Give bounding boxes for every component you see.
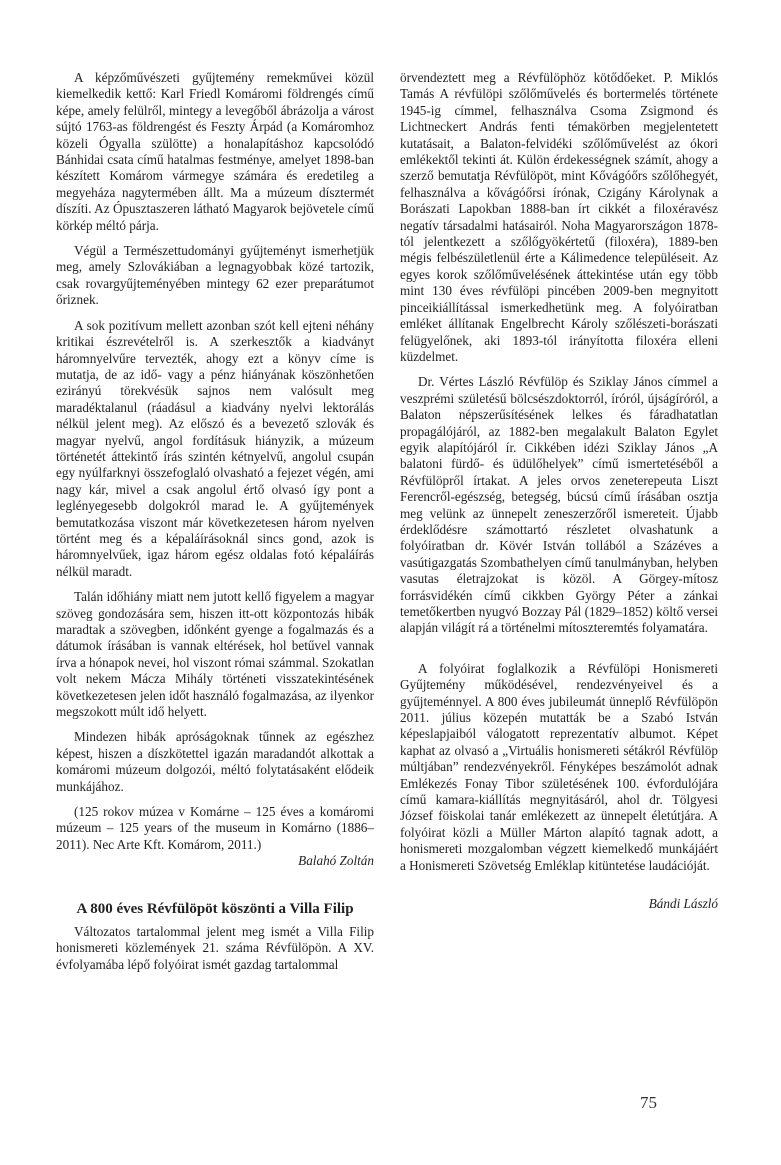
page-number: 75 <box>640 1093 657 1112</box>
left-column <box>56 70 374 973</box>
section-title: A 800 éves Révfülöpöt köszönti a Villa Filip <box>76 900 354 917</box>
paragraph-citation: (125 rokov múzea v Komárne – 125 éves a komáromi múzeum – 125 years of the museum in Komárno (1886–2011). Nec Arte Kft. Komárom, 2011.) <box>56 804 374 852</box>
paragraph-natural-history: Végül a Természettudományi gyűjteményt ismerhetjük meg, amely Szlovákiában a legnagyobbak közé tartozik, csak rovargyűjteményében mintegy 62 ezer preparátumot őriznek. <box>56 243 374 308</box>
signature-bandi: Bándi László <box>648 896 718 912</box>
paragraph-conclusion: Mindezen hibák apróságoknak tűnnek az egészhez képest, hiszen a díszkötettel igazán maradandót alkottak a komáromi múzeum dolgozói, méltó folytatásaként elődeik munkájához. <box>56 729 374 794</box>
paragraph-villa-filip-intro: Változatos tartalommal jelent meg ismét a Villa Filip honismereti közlemények 21. száma Révfülöpön. A XV. évfolyamába lépő folyóirat ismét gazdag tartalommal <box>56 923 374 972</box>
paragraph-viticulture: örvendeztett meg a Révfülöphöz kötődőeket. P. Miklós Tamás A révfülöpi szőlőművelés és bortermelés története 1945-ig címmel, felhasználva Csoma Zsigmond és Lichtneckert András fenti témakörben megjelentetett kutatásait, a Balaton-felvidéki szőlőművelést az ókori emlékektől tekinti át. Külön érdekességnek számít, ahogy a szerző bemutatja Révfülöpöt, mint Kővágóőrs szőlőhegyét, felhasználva a kővágóőrsi írónak, Czigány Károlynak a Borászati Lapokban 1888-ban írt cikkét a filoxéravész negatív társadalmi hatásairól. Noha Magyarországon 1878-tól jelentkezett a szőlőgyökértetű (filoxéra), 1889-ben mégis felbészületlenül érte a Kálimedence településeit. Az egyes korok szőlőművelésének áttekintése után egy több mint 130 éves révfülöpi pincében 2009-ben megnyitott pinceikiállítással ismerkedhetünk meg. A folyóiratban emléket állítanak Engelbrecht Károly szőlészeti-borászati felügyelőnek, aki 1893-tól irányította filoxéra elleni küzdelmet. <box>400 70 718 364</box>
signature-balaho: Balahó Zoltán <box>298 853 374 869</box>
paragraph-criticism: A sok pozitívum mellett azonban szót kell ejteni néhány kritikai észrevételről is. A szerkesztők a kiadványt háromnyelvűre tervezték, ahogy ezt a könyv címe is mutatja, de az idő- vagy a pénz hiányának köszönhetően ezirányú törekvésük sajnos nem valósult meg maradéktalanul (ráadásul a kiadvány nyelvi lektorálás nélkül jelent meg). Az előszó és a bevezető szlovák és magyar nyelvű, angol fordításuk hiányzik, a múzeum történetét áttekintő írás szintén kétnyelvű, angolul csupán egy nyúlfarknyi összefoglaló olvasható a fejezet végén, ami nagy kár, mivel a csak angolul értő olvasó így pont a leglényegesebb dolgokról marad le. A gyűjtemények bemutatkozása viszont már következetesen három nyelven történt meg és a képaláírásoknál sincs gond, azok is háromnyelvűek, igaz három egész oldalas fotó képaláírás nélkül maradt. <box>56 317 374 579</box>
right-column <box>400 70 718 913</box>
paragraph-local-history-collection: A folyóirat foglalkozik a Révfülöpi Honismereti Gyűjtemény működésével, rendezvényeivel és a gyűjteménnyel. A 800 éves jubileumát ünneplő Révfülöpön 2011. július közepén mutatták be a Szabó István képeslapjaiból válogatott reprezentatív albumot. Képet kaphat az olvasó a „Virtuális honismereti sétákról Révfülöp múltjában” rendezvényekről. Fényképes beszámolót adnak Emlékezés Fonay Tibor születésének 100. évfordulójára című kamara-kiállítás megnyitásáról, ahol dr. Tölgyesi József föiskolai tanár emlékezett az ünnepelt életútjára. A folyóirat közli a Müller Márton alapító tagnak adott, a honismereti mozgalomban végzett kiemelkedő munkájáért a Honismereti Szövetség Emléklap kitüntetése laudációját. <box>400 660 718 873</box>
paragraph-art-collection: A képzőművészeti gyűjtemény remekművei közül kiemelkedik kettő: Karl Friedl Komáromi földrengés című képe, amely felülről, mintegy a levegőből ábrázolja a várost sújtó 1763-as földrengést és Feszty Árpád (a Komáromhoz közeli Ógyalla szülötte) a honalapításhoz kapcsolódó Bánhidai csata című hatalmas festménye, amelyet 1898-ban készített Komárom vármegye számára és eredetileg a megyeháza nagytermében állt. Ma a múzeum dísztermét díszíti. Az Ópusztaszeren látható Magyarok bejövetele című körkép méltó párja. <box>56 70 374 233</box>
paragraph-text-errors: Talán időhiány miatt nem jutott kellő figyelem a magyar szöveg gondozására sem, hiszen itt-ott központozás hibák maradtak a szövegben, időnként gyenge a fogalmazás és a dátumok írásában is vannak eltérések, hol betűvel vannak írva a hónapok nevei, hol viszont római számmal. Szokatlan volt nekem Mácza Mihály történeti visszatekintésének következetesen jelen időt használó fogalmazása, az ilyenkor megszokott múlt idő helyett. <box>56 589 374 720</box>
paragraph-sziklay: Dr. Vértes László Révfülöp és Sziklay János címmel a veszprémi születésű bölcsészdoktorról, íróról, újságíróról, a Balaton népszerűsítésének lelkes és fáradhatatlan propagálójáról, az 1882-ben megalakult Balaton Egylet egyik alapítójáról ír. Cikkében idézi Sziklay János „A balatoni fürdő- és üdülőhelyek” című ismertetéséből a Révfülöpről írtakat. A jeles orvos zeneterepeuta Liszt Ferencről-egészség, betegség, búcsú című írásában osztja meg velünk az ünnepelt zeneszerzőről ismereteit. Újabb érdeklődésre számottartó részletet olvashatunk a folyóiratban dr. Kövér István tollából a Százéves a vasútigazgatás Szombathelyen című tanulmányban, helyben vasutas életrajzokat is közöl. A Görgey-mítosz forrásvidékén című cikkben György Péter a zánkai temetőkertben nyugvó Bozzay Pál (1829–1852) költő versei alapján világít rá a történelmi mítoszteremtés folyamatára. <box>400 374 718 636</box>
